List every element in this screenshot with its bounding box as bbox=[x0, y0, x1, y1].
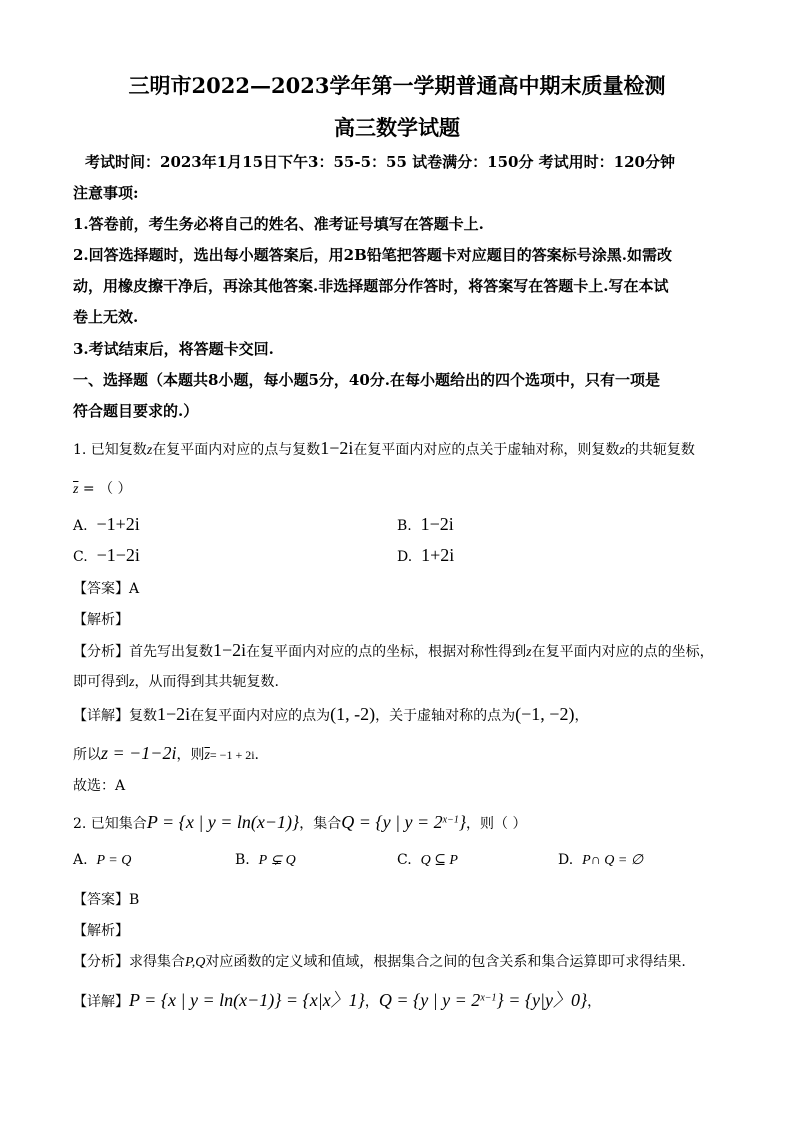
xj-number: 1−2i bbox=[157, 704, 191, 724]
xj-text-c: ，关于虚轴对称的点为 bbox=[375, 708, 516, 724]
q1-answer bbox=[73, 578, 139, 598]
q1-option-c bbox=[73, 545, 140, 566]
fenxi-line2-a: 即可得到 bbox=[73, 674, 129, 690]
q2-set-q-end: } bbox=[458, 812, 467, 832]
notes-heading: 注意事项: bbox=[73, 184, 139, 202]
q2-stem-c: ，则（ ） bbox=[466, 816, 527, 832]
notes-item-2-line-2: 动，用橡皮擦干净后，再涂其他答案.非选择题部分作答时，将答案写在答题卡上.写在本试 bbox=[73, 277, 669, 295]
q1-bracket: （ ） bbox=[99, 481, 132, 497]
q2-option-a bbox=[73, 852, 131, 869]
option-label: D. bbox=[397, 549, 413, 565]
section-heading-line-1: 一、选择题（本题共8小题，每小题5分，40分.在每小题给出的四个选项中，只有一项是 bbox=[73, 371, 660, 389]
xj-end: ， bbox=[587, 994, 602, 1010]
xj-set-q-exponent: x−1 bbox=[480, 992, 497, 1004]
fenxi-text-b: 对应函数的定义域和值域，根据集合之间的包含关系和集合运算即可求得结果. bbox=[205, 954, 686, 970]
notes-item-2-line-1: 2.回答选择题时，选出每小题答案后，用2B铅笔把答题卡对应题目的答案标号涂黑.如需改 bbox=[73, 246, 673, 264]
option-value: P = Q bbox=[96, 853, 132, 868]
page-subtitle: 高三数学试题 bbox=[334, 115, 460, 140]
fenxi-text-a: 求得集合 bbox=[129, 954, 185, 970]
xj-line2-a: 所以 bbox=[73, 747, 101, 763]
xj-set-q-b: } = {y|y〉0} bbox=[496, 990, 588, 1010]
page-title: 三明市2022—2023学年第一学期普通高中期末质量检测 bbox=[128, 73, 666, 98]
q1-eq: = bbox=[82, 481, 95, 497]
option-value: Q ⊆ P bbox=[420, 853, 458, 868]
xj-line2-equation: z = −1−2i bbox=[101, 743, 177, 763]
exam-info: 考试时间：2023年1月15日下午3：55-5：55 试卷满分：150分 考试用时：120分钟 bbox=[85, 153, 675, 171]
q2-option-b bbox=[235, 852, 296, 869]
fenxi-tag: 【分析】 bbox=[73, 954, 129, 970]
answer-tag: 【答案】 bbox=[73, 892, 129, 908]
q1-option-a bbox=[73, 514, 140, 535]
option-value: 1−2i bbox=[420, 514, 454, 534]
q1-zbar: $\overline{z}$ bbox=[73, 482, 79, 497]
fenxi-sets: P,Q bbox=[185, 955, 206, 970]
option-label: B. bbox=[235, 852, 250, 868]
q2-option-d bbox=[558, 852, 643, 869]
answer-value: B bbox=[129, 892, 140, 908]
option-label: A. bbox=[73, 852, 88, 868]
xj-sep: ， bbox=[364, 994, 379, 1010]
option-value: 1+2i bbox=[421, 545, 455, 565]
q1-var-z-2: z bbox=[619, 443, 625, 458]
option-label: C. bbox=[73, 549, 88, 565]
q1-stem-part-a: 1. 已知复数 bbox=[73, 442, 147, 458]
answer-tag: 【答案】 bbox=[73, 581, 129, 597]
q2-stem-a: 2. 已知集合 bbox=[73, 816, 147, 832]
fenxi-line2-var-z: z bbox=[129, 675, 135, 690]
q1-stem-part-d: 的共轭复数 bbox=[624, 442, 695, 458]
notes-item-3: 3.考试结束后，将答题卡交回. bbox=[73, 340, 274, 358]
q1-stem-part-b: 在复平面内对应的点与复数 bbox=[152, 442, 321, 458]
q2-analysis-tag: 【解析】 bbox=[73, 923, 129, 939]
fenxi-text-b: 在复平面内对应的点的坐标，根据对称性得到 bbox=[246, 644, 527, 660]
q2-stem bbox=[73, 812, 527, 833]
xj-text-a: 复数 bbox=[129, 708, 157, 724]
q1-xiangjie bbox=[73, 704, 588, 725]
xj-text-d: ， bbox=[574, 708, 589, 724]
option-value: −1−2i bbox=[96, 545, 140, 565]
q1-var-z: z bbox=[146, 443, 153, 458]
q2-fenxi bbox=[73, 951, 686, 971]
fenxi-number: 1−2i bbox=[213, 640, 247, 660]
xj-point-2: (−1, −2) bbox=[515, 704, 575, 724]
q1-stem-line-2 bbox=[73, 478, 132, 498]
option-label: A. bbox=[73, 518, 88, 534]
option-value: P∩ Q = ∅ bbox=[582, 853, 644, 868]
xj-line2-zbar: $\overline{z}$ bbox=[204, 748, 210, 763]
q1-xiangjie-line-2 bbox=[73, 743, 259, 764]
option-label: B. bbox=[397, 518, 412, 534]
xiangjie-tag: 【详解】 bbox=[73, 708, 129, 724]
q2-set-q-exponent: x−1 bbox=[442, 814, 459, 826]
notes-item-1: 1.答卷前，考生务必将自己的姓名、准考证号填写在答题卡上. bbox=[73, 215, 484, 233]
fenxi-line2-b: ，从而得到其共轭复数. bbox=[134, 674, 279, 690]
q1-stem-part-c: 在复平面内对应的点关于虚轴对称，则复数 bbox=[353, 442, 620, 458]
section-heading-line-2: 符合题目要求的.） bbox=[73, 402, 199, 420]
option-value: −1+2i bbox=[96, 514, 140, 534]
q2-option-c bbox=[397, 852, 458, 869]
answer-value: A bbox=[129, 581, 140, 597]
xj-line2-b: ，则 bbox=[176, 747, 205, 763]
q2-answer bbox=[73, 889, 139, 909]
q2-xiangjie bbox=[73, 986, 601, 1012]
xj-line2-value: = −1 + 2i bbox=[209, 748, 255, 762]
q1-option-b bbox=[397, 514, 454, 535]
q1-stem bbox=[73, 438, 695, 459]
xj-set-p: P = {x | y = ln(x−1)} = {x|x〉1} bbox=[129, 990, 365, 1010]
q1-fenxi bbox=[73, 640, 714, 661]
xj-text-b: 在复平面内对应的点为 bbox=[190, 708, 331, 724]
xj-set-q-a: Q = {y | y = 2 bbox=[378, 990, 481, 1010]
q1-complex-number: 1−2i bbox=[320, 438, 354, 458]
q2-stem-b: ，集合 bbox=[299, 816, 342, 832]
q1-conclusion: 故选：A bbox=[73, 778, 126, 794]
option-label: D. bbox=[558, 852, 574, 868]
q1-fenxi-line-2 bbox=[73, 671, 279, 691]
xiangjie-tag: 【详解】 bbox=[73, 994, 129, 1010]
notes-item-2-line-3: 卷上无效. bbox=[73, 308, 139, 326]
fenxi-tag: 【分析】 bbox=[73, 644, 129, 660]
q1-analysis-tag: 【解析】 bbox=[73, 612, 129, 628]
q2-set-q: Q = {y | y = 2 bbox=[341, 812, 443, 832]
fenxi-text-c: 在复平面内对应的点的坐标， bbox=[531, 644, 714, 660]
option-value: P ⊊ Q bbox=[258, 853, 296, 868]
q2-set-p: P = {x | y = ln(x−1)} bbox=[146, 812, 300, 832]
xj-point-1: (1, -2) bbox=[330, 704, 376, 724]
fenxi-text-a: 首先写出复数 bbox=[129, 644, 213, 660]
fenxi-var-z: z bbox=[526, 645, 532, 660]
q1-option-d bbox=[397, 545, 454, 566]
option-label: C. bbox=[397, 852, 412, 868]
xj-line2-c: . bbox=[254, 747, 259, 763]
